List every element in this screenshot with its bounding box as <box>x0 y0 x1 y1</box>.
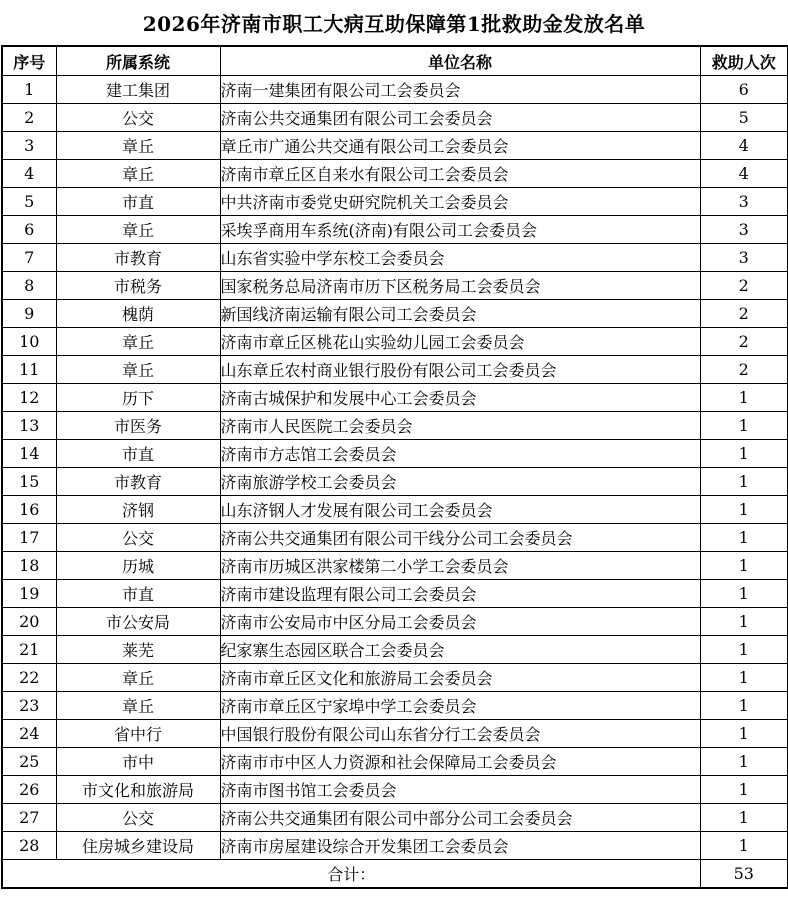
table-row <box>2 468 788 496</box>
table-row <box>2 272 788 300</box>
cell-system: 济钢 <box>56 496 220 524</box>
cell-count: 1 <box>700 664 788 692</box>
table-row <box>2 412 788 440</box>
cell-unit: 济南古城保护和发展中心工会委员会 <box>220 384 700 412</box>
cell-serial: 12 <box>2 384 56 412</box>
cell-count: 6 <box>700 76 788 104</box>
cell-count: 4 <box>700 160 788 188</box>
cell-serial: 24 <box>2 720 56 748</box>
cell-serial: 9 <box>2 300 56 328</box>
col-header-system: 所属系统 <box>56 46 220 76</box>
col-header-unit: 单位名称 <box>220 46 700 76</box>
cell-system: 公交 <box>56 524 220 552</box>
cell-count: 1 <box>700 608 788 636</box>
cell-count: 2 <box>700 328 788 356</box>
table-row <box>2 104 788 132</box>
table-row <box>2 356 788 384</box>
cell-serial: 23 <box>2 692 56 720</box>
cell-count: 1 <box>700 552 788 580</box>
cell-system: 市直 <box>56 188 220 216</box>
total-label: 合计： <box>2 860 700 889</box>
cell-unit: 中国银行股份有限公司山东省分行工会委员会 <box>220 720 700 748</box>
table-row <box>2 748 788 776</box>
cell-unit: 济南市建设监理有限公司工会委员会 <box>220 580 700 608</box>
cell-unit: 济南公共交通集团有限公司工会委员会 <box>220 104 700 132</box>
cell-serial: 18 <box>2 552 56 580</box>
cell-count: 1 <box>700 636 788 664</box>
cell-system: 章丘 <box>56 356 220 384</box>
cell-system: 建工集团 <box>56 76 220 104</box>
cell-count: 1 <box>700 804 788 832</box>
cell-system: 章丘 <box>56 160 220 188</box>
cell-unit: 纪家寨生态园区联合工会委员会 <box>220 636 700 664</box>
table-row <box>2 580 788 608</box>
cell-unit: 章丘市广通公共交通有限公司工会委员会 <box>220 132 700 160</box>
table-row <box>2 664 788 692</box>
cell-system: 省中行 <box>56 720 220 748</box>
cell-unit: 采埃孚商用车系统(济南)有限公司工会委员会 <box>220 216 700 244</box>
cell-count: 4 <box>700 132 788 160</box>
cell-system: 市中 <box>56 748 220 776</box>
cell-system: 市直 <box>56 440 220 468</box>
aid-distribution-table <box>1 45 788 889</box>
cell-count: 1 <box>700 496 788 524</box>
table-row <box>2 188 788 216</box>
table-row <box>2 832 788 860</box>
cell-unit: 济南市方志馆工会委员会 <box>220 440 700 468</box>
table-row <box>2 720 788 748</box>
cell-unit: 济南市章丘区自来水有限公司工会委员会 <box>220 160 700 188</box>
cell-unit: 济南市公安局市中区分局工会委员会 <box>220 608 700 636</box>
table-row <box>2 244 788 272</box>
table-row <box>2 160 788 188</box>
cell-system: 章丘 <box>56 664 220 692</box>
cell-count: 3 <box>700 244 788 272</box>
cell-count: 1 <box>700 580 788 608</box>
table-row <box>2 216 788 244</box>
col-header-count: 救助人次 <box>700 46 788 76</box>
cell-system: 章丘 <box>56 692 220 720</box>
cell-serial: 5 <box>2 188 56 216</box>
cell-count: 1 <box>700 692 788 720</box>
cell-system: 莱芜 <box>56 636 220 664</box>
cell-system: 市公安局 <box>56 608 220 636</box>
cell-serial: 7 <box>2 244 56 272</box>
cell-serial: 3 <box>2 132 56 160</box>
cell-system: 槐荫 <box>56 300 220 328</box>
cell-unit: 济南市房屋建设综合开发集团工会委员会 <box>220 832 700 860</box>
cell-unit: 济南市章丘区文化和旅游局工会委员会 <box>220 664 700 692</box>
table-row <box>2 636 788 664</box>
cell-count: 3 <box>700 188 788 216</box>
cell-serial: 10 <box>2 328 56 356</box>
cell-unit: 济南市章丘区桃花山实验幼儿园工会委员会 <box>220 328 700 356</box>
cell-count: 1 <box>700 832 788 860</box>
cell-serial: 8 <box>2 272 56 300</box>
cell-system: 住房城乡建设局 <box>56 832 220 860</box>
cell-serial: 27 <box>2 804 56 832</box>
cell-count: 3 <box>700 216 788 244</box>
table-row <box>2 552 788 580</box>
cell-serial: 6 <box>2 216 56 244</box>
cell-count: 1 <box>700 412 788 440</box>
cell-count: 1 <box>700 776 788 804</box>
cell-count: 1 <box>700 440 788 468</box>
cell-system: 公交 <box>56 804 220 832</box>
cell-system: 市税务 <box>56 272 220 300</box>
cell-system: 章丘 <box>56 132 220 160</box>
table-row <box>2 132 788 160</box>
cell-serial: 14 <box>2 440 56 468</box>
table-row <box>2 776 788 804</box>
cell-unit: 济南市人民医院工会委员会 <box>220 412 700 440</box>
cell-unit: 中共济南市委党史研究院机关工会委员会 <box>220 188 700 216</box>
cell-unit: 济南市历城区洪家楼第二小学工会委员会 <box>220 552 700 580</box>
table-row <box>2 608 788 636</box>
cell-unit: 济南公共交通集团有限公司干线分公司工会委员会 <box>220 524 700 552</box>
cell-system: 市教育 <box>56 244 220 272</box>
cell-count: 1 <box>700 524 788 552</box>
cell-system: 市直 <box>56 580 220 608</box>
table-row <box>2 692 788 720</box>
cell-count: 1 <box>700 748 788 776</box>
cell-serial: 1 <box>2 76 56 104</box>
cell-system: 历城 <box>56 552 220 580</box>
cell-count: 2 <box>700 272 788 300</box>
table-row <box>2 496 788 524</box>
cell-system: 市教育 <box>56 468 220 496</box>
cell-system: 市文化和旅游局 <box>56 776 220 804</box>
total-row <box>2 860 788 889</box>
cell-system: 公交 <box>56 104 220 132</box>
cell-serial: 22 <box>2 664 56 692</box>
cell-unit: 国家税务总局济南市历下区税务局工会委员会 <box>220 272 700 300</box>
cell-serial: 25 <box>2 748 56 776</box>
cell-unit: 新国线济南运输有限公司工会委员会 <box>220 300 700 328</box>
cell-serial: 4 <box>2 160 56 188</box>
cell-system: 章丘 <box>56 216 220 244</box>
table-row <box>2 440 788 468</box>
cell-unit: 济南一建集团有限公司工会委员会 <box>220 76 700 104</box>
cell-serial: 13 <box>2 412 56 440</box>
total-value: 53 <box>700 860 788 889</box>
cell-unit: 济南公共交通集团有限公司中部分公司工会委员会 <box>220 804 700 832</box>
cell-serial: 2 <box>2 104 56 132</box>
cell-count: 1 <box>700 384 788 412</box>
cell-serial: 19 <box>2 580 56 608</box>
cell-serial: 16 <box>2 496 56 524</box>
cell-serial: 11 <box>2 356 56 384</box>
cell-count: 2 <box>700 300 788 328</box>
table-body <box>2 76 788 860</box>
cell-count: 1 <box>700 720 788 748</box>
cell-serial: 20 <box>2 608 56 636</box>
cell-serial: 21 <box>2 636 56 664</box>
col-header-serial: 序号 <box>2 46 56 76</box>
table-row <box>2 300 788 328</box>
cell-system: 章丘 <box>56 328 220 356</box>
cell-unit: 山东济钢人才发展有限公司工会委员会 <box>220 496 700 524</box>
cell-unit: 济南市图书馆工会委员会 <box>220 776 700 804</box>
cell-count: 1 <box>700 468 788 496</box>
cell-count: 5 <box>700 104 788 132</box>
table-row <box>2 804 788 832</box>
cell-system: 市医务 <box>56 412 220 440</box>
table-row <box>2 328 788 356</box>
table-row <box>2 76 788 104</box>
cell-unit: 济南市章丘区宁家埠中学工会委员会 <box>220 692 700 720</box>
cell-serial: 26 <box>2 776 56 804</box>
cell-serial: 15 <box>2 468 56 496</box>
cell-unit: 山东章丘农村商业银行股份有限公司工会委员会 <box>220 356 700 384</box>
table-row <box>2 384 788 412</box>
cell-unit: 济南市市中区人力资源和社会保障局工会委员会 <box>220 748 700 776</box>
cell-serial: 28 <box>2 832 56 860</box>
page-title: 2026年济南市职工大病互助保障第1批救助金发放名单 <box>142 12 646 36</box>
table-row <box>2 524 788 552</box>
cell-count: 2 <box>700 356 788 384</box>
header-row <box>2 46 788 76</box>
cell-serial: 17 <box>2 524 56 552</box>
cell-system: 历下 <box>56 384 220 412</box>
cell-unit: 山东省实验中学东校工会委员会 <box>220 244 700 272</box>
cell-unit: 济南旅游学校工会委员会 <box>220 468 700 496</box>
